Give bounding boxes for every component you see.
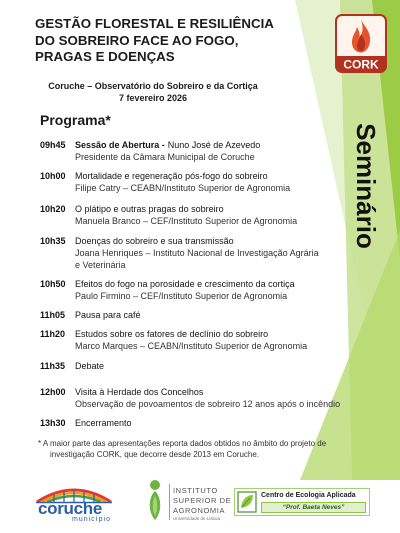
- program-title: Mortalidade e regeneração pós-fogo do sobreiro: [75, 171, 268, 181]
- program-text: [75, 235, 319, 271]
- program-time: 11h35: [40, 361, 66, 371]
- program-speaker: Marco Marques – CEABN/Instituto Superior de Agronomia: [75, 341, 308, 351]
- isa-logo-sub: Universidade de Lisboa: [173, 516, 221, 521]
- cea-logo-name: Centro de Ecologia Aplicada: [261, 492, 356, 499]
- footnote: [38, 438, 326, 460]
- footnote-line: investigação CORK, que decorre desde 2013 em Coruche.: [50, 450, 260, 459]
- program-speaker: Filipe Catry – CEABN/Instituto Superior de Agronomia: [75, 183, 291, 193]
- program-title: Pausa para café: [75, 310, 141, 320]
- program-title: Debate: [75, 361, 105, 371]
- program-text: [75, 170, 290, 194]
- isa-logo-separator: [169, 484, 170, 520]
- program-time: 09h45: [40, 140, 66, 150]
- cea-logo-sub: “Prof. Baeta Neves”: [261, 502, 366, 513]
- program-time: 13h30: [40, 418, 66, 428]
- program-title: Encerramento: [75, 418, 132, 428]
- program-title: Visita à Herdade dos Concelhos: [75, 387, 204, 397]
- program-title: Doenças do sobreiro e sua transmissão: [75, 236, 234, 246]
- program-text: [75, 309, 141, 321]
- program-title-bold: Sessão de Abertura -: [75, 140, 165, 150]
- venue-block: [20, 80, 286, 104]
- program-item: [40, 235, 360, 270]
- program-item: [40, 417, 360, 429]
- program-speaker: Presidente da Câmara Municipal de Coruche: [75, 152, 255, 162]
- program-item: [40, 278, 360, 301]
- program-item: [40, 309, 360, 321]
- program-item: [40, 170, 360, 193]
- program-text: [75, 417, 132, 429]
- isa-logo-line: AGRONOMIA: [173, 506, 226, 515]
- program-speaker: Manuela Branco – CEF/Instituto Superior de Agronomia: [75, 216, 298, 226]
- program-heading: Programa*: [40, 112, 111, 128]
- program-time: 11h05: [40, 310, 66, 320]
- footnote-line: * A maior parte das apresentações reporta dados obtidos no âmbito do projeto de: [38, 439, 327, 448]
- program-text: [75, 278, 295, 302]
- program-time: 10h00: [40, 171, 66, 181]
- program-text: [75, 386, 340, 410]
- title-line: PRAGAS E DOENÇAS: [35, 49, 175, 64]
- program-item: [40, 328, 360, 351]
- program-time: 10h50: [40, 279, 66, 289]
- program-text: [75, 328, 307, 352]
- coruche-logo-sub: município: [72, 516, 111, 523]
- cork-logo: [334, 13, 388, 74]
- coruche-logo-name: coruche: [38, 499, 103, 518]
- program-speaker: e Veterinária: [75, 260, 126, 270]
- venue: Coruche – Observatório do Sobreiro e da Cortiça: [48, 81, 258, 91]
- program-text: [75, 203, 297, 227]
- isa-logo-line: INSTITUTO: [173, 486, 218, 495]
- program-text: [75, 360, 104, 372]
- poster-title: [35, 16, 274, 66]
- program-text: [75, 139, 260, 163]
- title-line: GESTÃO FLORESTAL E RESILIÊNCIA: [35, 16, 274, 31]
- program-speaker: Observação de povoamentos de sobreiro 12 anos após o incêndio: [75, 399, 341, 409]
- program-speaker: Paulo Firmino – CEF/Instituto Superior de Agronomia: [75, 291, 288, 301]
- program-item: [40, 386, 360, 409]
- program-item: [40, 360, 360, 372]
- isa-logo-line: SUPERIOR DE: [173, 496, 232, 505]
- program-item: [40, 203, 360, 226]
- program-title: Efeitos do fogo na porosidade e crescimento da cortiça: [75, 279, 295, 289]
- program-time: 12h00: [40, 387, 66, 397]
- cork-logo-label: CORK: [343, 57, 379, 72]
- program-time: 11h20: [40, 329, 66, 339]
- program-title: O plátipo e outras pragas do sobreiro: [75, 204, 224, 214]
- program-item: [40, 139, 360, 162]
- program-speaker: Joana Henriques – Instituto Nacional de Investigação Agrária: [75, 248, 319, 258]
- program-time: 10h20: [40, 204, 66, 214]
- program-time: 10h35: [40, 236, 66, 246]
- tree-figure-icon: [142, 478, 168, 522]
- program-title-rest: Nuno José de Azevedo: [167, 140, 261, 150]
- side-label: Seminário: [351, 123, 381, 249]
- title-line: DO SOBREIRO FACE AO FOGO,: [35, 32, 239, 48]
- event-date: 7 fevereiro 2026: [118, 93, 188, 103]
- leaf-icon: [237, 491, 257, 513]
- program-title: [75, 139, 260, 151]
- program-title: Estudos sobre os fatores de declínio do sobreiro: [75, 329, 269, 339]
